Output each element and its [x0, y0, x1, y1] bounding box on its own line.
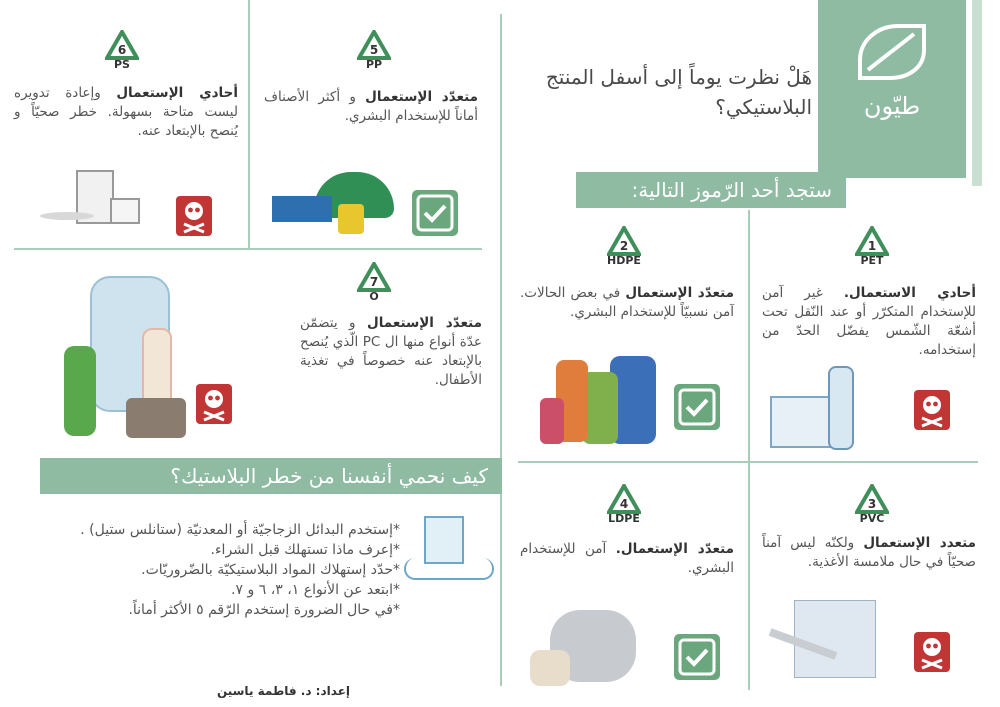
- code-label: PP: [365, 58, 383, 71]
- code-label: PS: [114, 58, 130, 71]
- divider-h-mid: [518, 461, 978, 463]
- ldpe-bags-illustration: [530, 600, 650, 692]
- code-4-description: [520, 540, 734, 578]
- code-2-text: في بعض الحالات. آمن نسبيّاً للإستخدام البشري.: [520, 285, 734, 320]
- check-icon: [412, 190, 458, 236]
- recycle-code-number: 4: [619, 497, 629, 511]
- recycle-icon: [855, 226, 889, 256]
- divider-v-right: [748, 210, 750, 690]
- author-credit: إعداد: د. فاطمة ياسين: [216, 684, 350, 698]
- skull-icon: [176, 196, 212, 236]
- code-5-description: [264, 88, 478, 126]
- leaf-logo-icon: [854, 20, 930, 84]
- recycle-code-number: 7: [369, 275, 379, 289]
- skull-icon: [914, 390, 950, 430]
- recycle-code-3: [842, 484, 902, 525]
- recycle-code-number: 5: [369, 43, 379, 57]
- recycle-icon: [607, 226, 641, 256]
- code-6-description: [14, 84, 238, 141]
- code-2-bold: متعدّد الإستعمال: [625, 285, 734, 301]
- code-5-bold: متعدّد الإستعمال: [365, 89, 478, 105]
- recycle-code-2: [594, 226, 654, 267]
- recycle-icon: [357, 30, 391, 60]
- tip-item: *إعرف ماذا تستهلك قبل الشراء.: [210, 542, 400, 558]
- pp-containers-illustration: [268, 168, 398, 240]
- code-7-description: [300, 314, 482, 390]
- page-title: هَلْ نظرت يوماً إلى أسفل المنتج البلاستيكي؟: [545, 65, 812, 119]
- pet-products-illustration: [764, 360, 874, 452]
- pvc-pipes-illustration: [764, 600, 880, 690]
- protection-tips-list: [60, 520, 400, 620]
- recycle-icon: [357, 262, 391, 292]
- code-1-text: غير آمن للإستخدام المتكرّر أو عند النّقل تحت أشعّة الشّمس يفضّل الحدّ من إستخدامه.: [762, 285, 976, 358]
- code-1-description: [762, 284, 976, 360]
- recycle-icon: [855, 484, 889, 514]
- recycle-icon: [607, 484, 641, 514]
- recycle-icon: [105, 30, 139, 60]
- code-4-bold: متعدّد الإستعمال.: [615, 541, 735, 557]
- code-5-text: و أكثر الأصناف أماناً للإستخدام البشري.: [264, 89, 478, 124]
- skull-icon: [196, 384, 232, 424]
- code-label: PET: [860, 254, 884, 267]
- tip-item: *في حال الضرورة إستخدم الرّقم ٥ الأكثر أماناً.: [128, 602, 400, 618]
- code-label: HDPE: [607, 254, 641, 267]
- code-4-text: آمن للإستخدام البشري.: [520, 541, 734, 576]
- recycle-code-4: [594, 484, 654, 525]
- code-label: PVC: [859, 512, 885, 525]
- code-label: LDPE: [608, 512, 640, 525]
- recycle-code-5: [344, 30, 404, 71]
- brand-logo: [818, 0, 966, 178]
- recycle-code-7: [344, 262, 404, 303]
- code-3-bold: متعدد الإستعمال: [863, 535, 976, 551]
- protect-banner: كيف نحمي أنفسنا من خطر البلاستيك؟: [40, 458, 502, 494]
- code-7-text: و يتضمّن عدّة أنواع منها ال PC الّذي يُنصح بالإبتعاد عنه خصوصاً في تغذية الأطفال.: [300, 315, 482, 388]
- glass-in-hand-illustration: [400, 512, 496, 596]
- divider-h-top: [14, 248, 482, 250]
- tip-item: *إستخدم البدائل الزجاجيّة أو المعدنيّة (ستانلس ستيل) .: [80, 522, 400, 538]
- code-2-description: [520, 284, 734, 322]
- logo-side-strip: [972, 0, 982, 186]
- recycle-code-1: [842, 226, 902, 267]
- recycle-code-number: 6: [117, 43, 127, 57]
- recycle-code-number: 1: [867, 239, 877, 253]
- other-plastics-illustration: [60, 272, 200, 444]
- code-7-bold: متعدّد الإستعمال: [367, 315, 482, 331]
- tip-item: *ابتعد عن الأنواع ١، ٣، ٦ و ٧.: [231, 582, 400, 598]
- brand-name: طيّون: [863, 92, 921, 120]
- check-icon: [674, 634, 720, 680]
- divider-v-center: [500, 14, 502, 686]
- recycle-code-number: 2: [619, 239, 629, 253]
- code-label: O: [369, 290, 379, 303]
- recycle-code-number: 3: [867, 497, 877, 511]
- divider-v-left: [248, 0, 250, 248]
- skull-icon: [914, 632, 950, 672]
- hdpe-bottles-illustration: [540, 346, 670, 454]
- code-6-bold: أحادي الإستعمال: [116, 85, 238, 101]
- recycle-code-6: [92, 30, 152, 71]
- code-3-text: ولكنّه ليس آمناً صحيّاً في حال ملامسة الأغذية.: [762, 535, 976, 570]
- check-icon: [674, 384, 720, 430]
- code-6-text: وإعادة تدويره ليست متاحة بسهولة. خطر صحيّاً و يُنصح بالإبتعاد عنه.: [14, 85, 238, 139]
- ps-cups-illustration: [40, 170, 140, 242]
- code-1-bold: أحادي الاستعمال.: [843, 285, 976, 301]
- tip-item: *حدّد إستهلاك المواد البلاستيكيّة بالضّروريّات.: [141, 562, 400, 578]
- find-symbols-banner: ستجد أحد الرّموز التالية:: [576, 172, 846, 208]
- code-3-description: [762, 534, 976, 572]
